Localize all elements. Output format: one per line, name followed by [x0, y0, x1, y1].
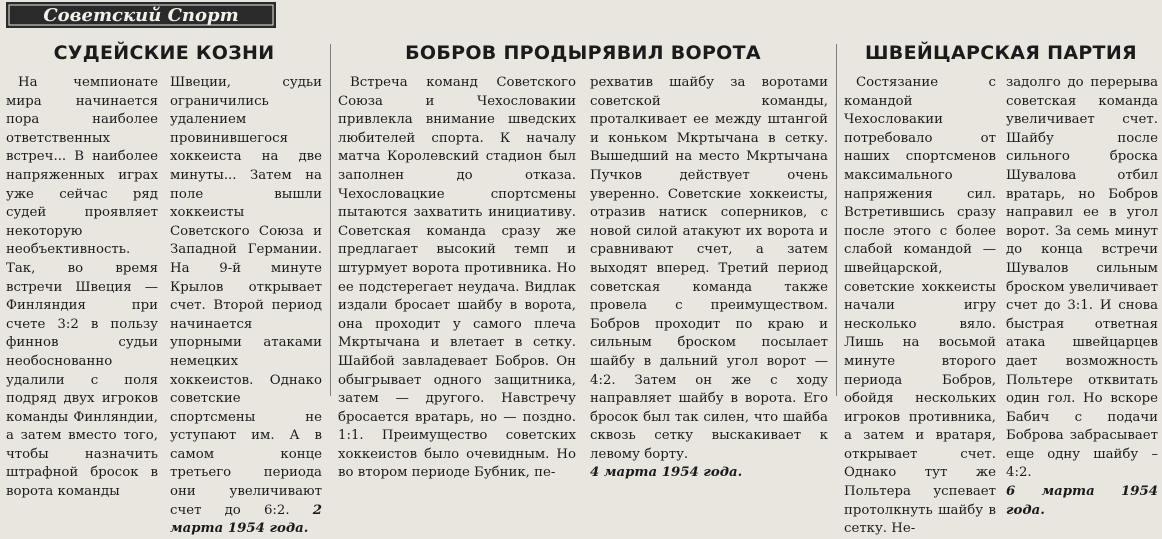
article-date: 4 марта 1954 года.	[590, 465, 743, 481]
article-column: Швеции, судьи ограничились удалением провинившегося хоккеиста на две минуты... Затем на поле вышли хоккеисты Советского Союза и Западной Германии. На 9-й минуте Крылов открывает счет. Второй период начинается упорными атаками немецких хоккеистов. Однако советские спортсмены не уступают им. А в самом конце третьего периода они увеличивают счет до 6:2.	[170, 75, 322, 518]
article-column: На чемпионате мира начинается пора наиболее ответственных встреч... В наиболее напряженных играх уже сейчас ряд судей проявляет некоторую необъективность. Так, во время встречи Швеция — Финляндия при счете 3:2 в пользу финнов судьи необоснованно удалили с поля подряд двух игроков команды Финляндии, а затем вместо того, чтобы назначить штрафной бросок в ворота команды	[6, 75, 158, 500]
article-bobrov	[338, 34, 828, 481]
article-date: 6 марта 1954 года.	[1006, 484, 1158, 518]
article-title: ШВЕЙЦАРСКАЯ ПАРТИЯ	[865, 42, 1137, 64]
article-column: задолго до перерыва советская команда увеличивает счет. Шайбу после сильного броска Шувалова отбил вратарь, но Бобров направил ее в угол ворот. За семь минут до конца встречи Шувалов сильным броском увеличивает счет до 3:1. И снова быстрая ответная атака швейцарцев дает возможность Польтере отквитать один гол. Но вскоре Бабич с подачи Боброва забрасывает еще одну шайбу – 4:2.	[1006, 75, 1158, 481]
newspaper-logo	[6, 2, 276, 28]
column-divider	[836, 44, 837, 396]
article-date: 2 марта 1954 года.	[170, 502, 322, 537]
article-judges	[6, 34, 322, 537]
article-swiss	[844, 34, 1158, 537]
column-divider	[330, 44, 331, 396]
article-title: БОБРОВ ПРОДЫРЯВИЛ ВОРОТА	[405, 42, 761, 64]
article-column-wrapper	[170, 74, 322, 539]
article-column-wrapper	[1006, 74, 1158, 539]
article-column-wrapper	[590, 74, 828, 483]
article-column: Состязание с командой Чехословакии потребовало от наших спортсменов максимального напряжения сил. Встретившись сразу после этого с более слабой командой — швейцарской, советские хоккеисты начали игру несколько вяло. Лишь на восьмой минуте второго периода Бобров, обойдя нескольких игроков противника, а затем и вратаря, открывает счет. Однако тут же Польтера успевает протолкнуть шайбу в сетку. Не-	[844, 75, 996, 537]
article-column: Встреча команд Советского Союза и Чехословакии привлекла внимание шведских любителей спорта. К началу матча Королевский стадион был заполнен до отказа. Чехословацкие спортсмены пытаются захватить инициативу. Советская команда сразу же предлагает высокий темп и штурмует ворота противника. Но ее подстерегает неудача. Видлак издали бросает шайбу в ворота, она проходит у самого плеча Мкртычана и влетает в сетку. Шайбой завладевает Бобров. Он обыгрывает одного защитника, затем — другого. Навстречу бросается вратарь, но — поздно. 1:1. Преимущество советских хоккеистов было очевидным. Но во втором периоде Бубник, пе-	[338, 75, 576, 481]
article-title: СУДЕЙСКИЕ КОЗНИ	[53, 42, 275, 64]
masthead-name: Советский Спорт	[43, 5, 239, 26]
article-column: рехватив шайбу за воротами советской команды, проталкивает ее между штангой и коньком Мкртычана в сетку. Вышедший на место Мкртычана Пучков действует очень уверенно. Советские хоккеисты, отразив натиск соперников, с новой силой атакуют их ворота и сравнивают счет, а затем выходят вперед. Третий период советская команда также провела с преимуществом. Бобров проходит по краю и сильным броском посылает шайбу в дальний угол ворот — 4:2. Затем он же с ходу направляет шайбу в ворота. Его бросок был так силен, что шайба сквозь сетку выскакивает к левому борту.	[590, 75, 828, 462]
